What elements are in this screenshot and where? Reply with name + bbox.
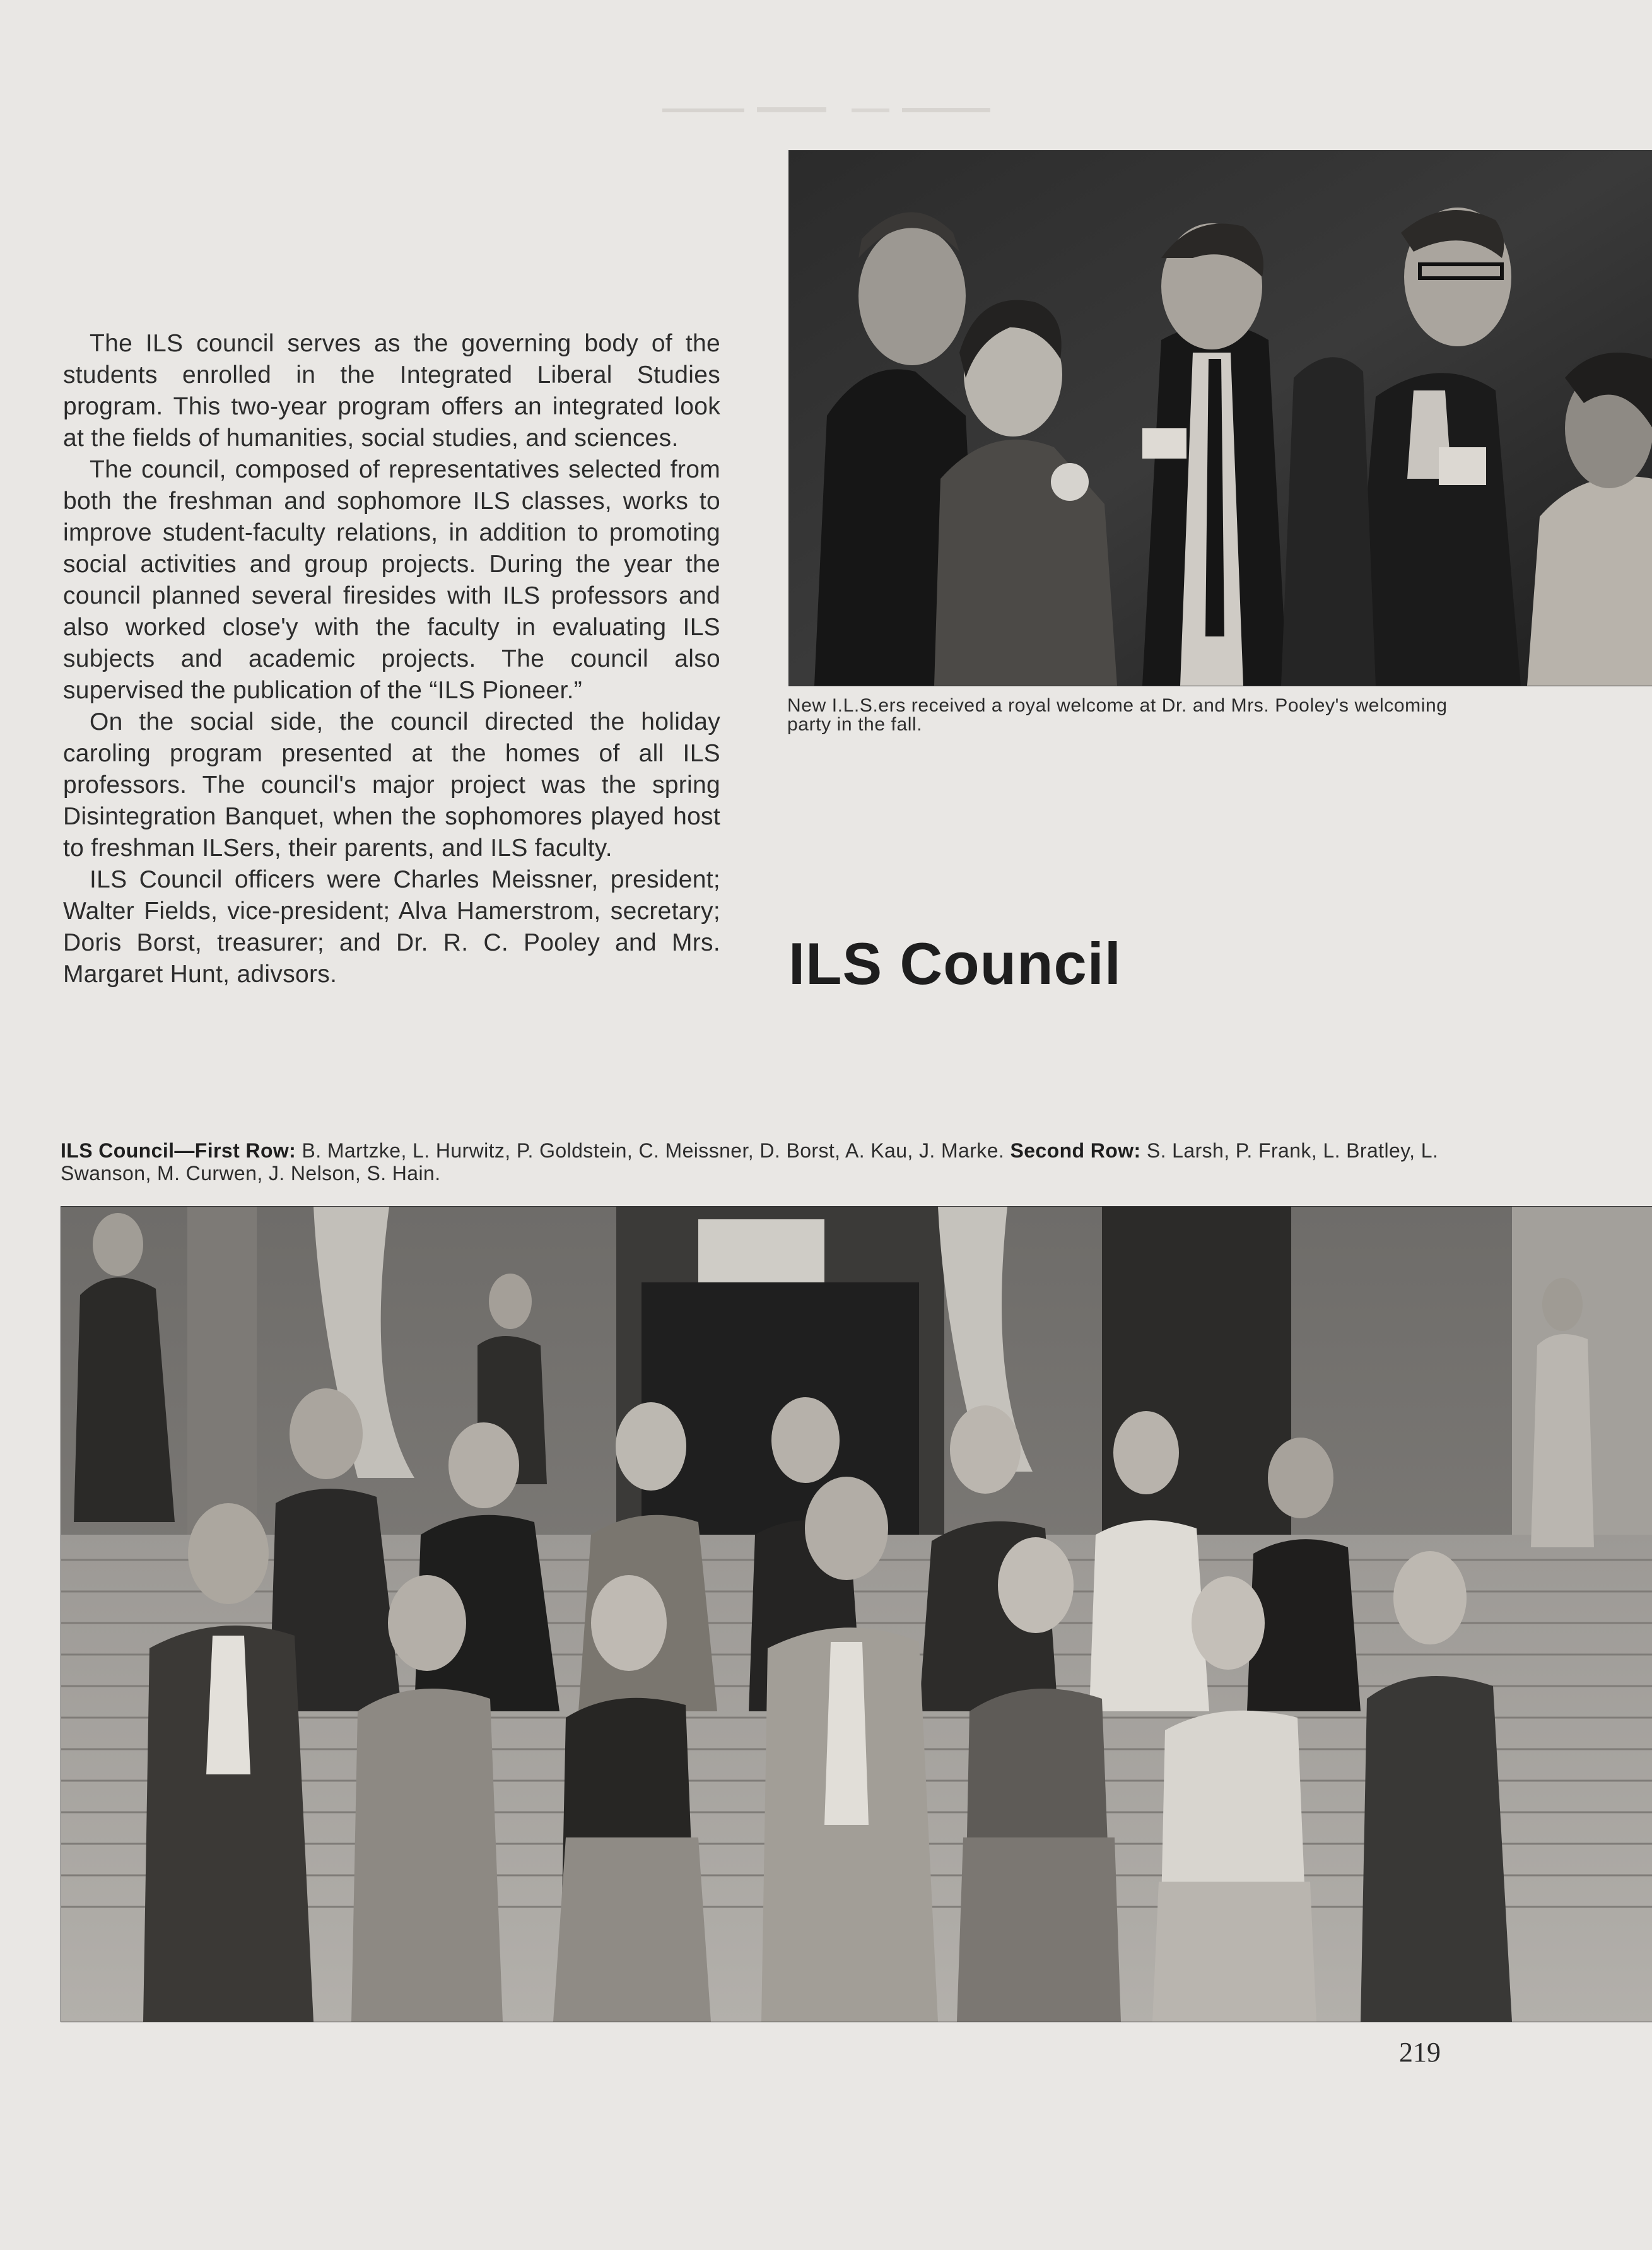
second-row-names: S. Larsh, P. Frank, L. Bratley, L. Swanson, M. Curwen, J. Nelson, S. Hain. [61, 1139, 1439, 1185]
article-paragraph: The ILS council serves as the governing body of the students enrolled in the Integrated Liberal Studies program. This two-year program offers an integrated look at the fields of humanities, social studies, and sciences. [63, 330, 720, 452]
faint-bleed-through [662, 105, 1028, 116]
photo-caption: New I.L.S.ers received a royal welcome at Dr. and Mrs. Pooley's welcoming party in the fall. [787, 695, 1448, 735]
page-title: ILS Council [788, 930, 1122, 997]
article-paragraph: The council, composed of representatives selected from both the freshman and sophomore ILS classes, works to improve student-faculty relations, in addition to promoting social activities and group projects. During the year the council planned several firesides with ILS professors and also worked close'y with the faculty in evaluating ILS subjects and academic projects. The council also supervised the publication of the “ILS Pioneer.” [63, 456, 720, 704]
caption-label: ILS Council—First Row: [61, 1139, 296, 1162]
page-number: 219 [1399, 2037, 1441, 2068]
second-row-label: Second Row: [1010, 1139, 1141, 1162]
first-row-names: B. Martzke, L. Hurwitz, P. Goldstein, C. Meissner, D. Borst, A. Kau, J. Marke. [302, 1139, 1005, 1162]
article-body [63, 328, 720, 990]
article-paragraph: ILS Council officers were Charles Meissner, president; Walter Fields, vice-president; Alva Hamerstrom, secretary; Doris Borst, treasurer; and Dr. R. C. Pooley and Mrs. Margaret Hunt, adivsors. [63, 866, 720, 988]
council-group-photo [61, 1206, 1652, 2022]
article-paragraph: On the social side, the council directed the holiday caroling program presented at the homes of all ILS professors. The council's major project was the spring Disintegration Banquet, when the sophomores played host to freshman ILSers, their parents, and ILS faculty. [63, 708, 720, 862]
group-photo-caption [61, 1139, 1486, 1185]
welcome-party-photo [788, 150, 1652, 686]
